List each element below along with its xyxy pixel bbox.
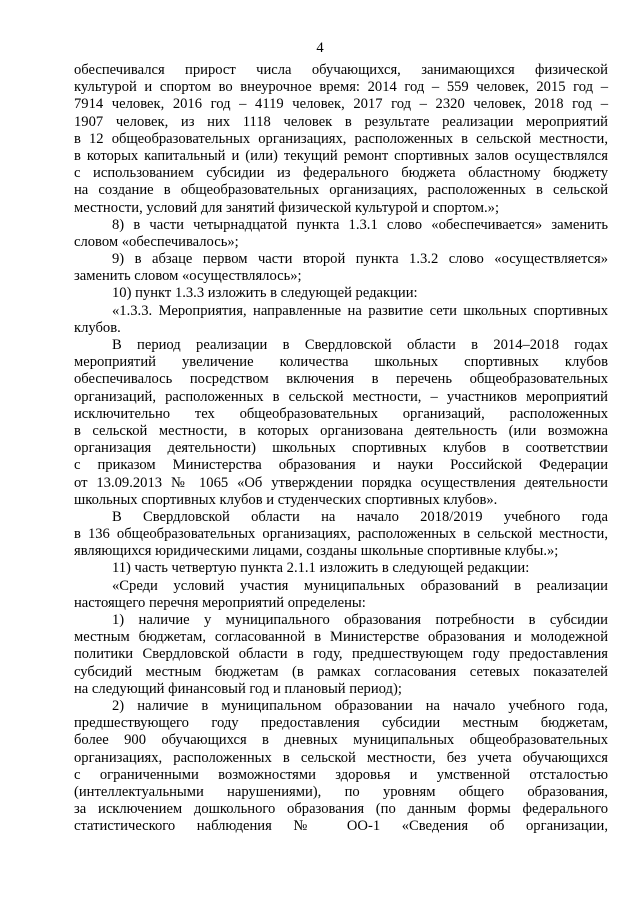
text-line: 8) в части четырнадцатой пункта 1.3.1 слово «обеспечивается» заменить xyxy=(112,216,608,233)
text-line: предшествующего году предоставления субсидии местным бюджетам, xyxy=(74,715,608,732)
text-line: обеспечивалось посредством включения в перечень общеобразовательных xyxy=(74,371,608,388)
page-number: 4 xyxy=(316,40,324,56)
text-line: в которых капитальный и (или) текущий ремонт спортивных залов осуществлялся xyxy=(74,147,608,164)
text-line: 1) наличие у муниципального образования потребности в субсидии xyxy=(112,612,608,628)
text-line: от 13.09.2013 № 1065 «Об утверждении порядка осуществления деятельности xyxy=(74,474,608,491)
document-body xyxy=(74,62,608,835)
text-line: организация деятельности) школьных спортивных клубов в соответствии xyxy=(74,440,608,457)
text-line: политики Свердловской области в году, предшествующем году предоставления xyxy=(74,646,608,663)
text-line: клубов. xyxy=(74,319,121,336)
text-line: 11) часть четвертую пункта 2.1.1 изложить в следующей редакции: xyxy=(112,560,530,577)
text-line: исключительно тех общеобразовательных организаций, расположенных xyxy=(74,405,608,422)
text-line: с использованием субсидии из федерального бюджета областному бюджету xyxy=(74,165,608,182)
text-line: местности, условий для занятий физической культурой и спортом.»; xyxy=(74,199,499,216)
text-line: организациях, расположенных в сельской местности, без учета обучающихся xyxy=(74,749,608,766)
text-line: в 136 общеобразовательных организациях, расположенных в сельской местности, xyxy=(74,526,608,543)
text-line: местным бюджетам, согласованной в Министерстве образования и молодежной xyxy=(74,629,608,646)
text-line: в 12 общеобразовательных организациях, расположенных в сельской местности, xyxy=(74,130,608,147)
text-line: 10) пункт 1.3.3 изложить в следующей редакции: xyxy=(112,285,418,302)
text-line: 7914 человек, 2016 год – 4119 человек, 2017 год – 2320 человек, 2018 год – xyxy=(74,96,608,113)
text-line: 9) в абзаце первом части второй пункта 1.3.2 слово «осуществляется» xyxy=(112,251,608,268)
text-line: «Среди условий участия муниципальных образований в реализации xyxy=(112,577,608,594)
text-line: школьных спортивных клубов и студенческих спортивных клубов». xyxy=(74,491,498,508)
text-line: настоящего перечня мероприятий определены: xyxy=(74,594,366,611)
text-line: на следующий финансовый год и плановый период); xyxy=(74,680,402,697)
text-line: заменить словом «осуществлялось»; xyxy=(74,268,302,285)
text-line: субсидий местным бюджетам (в рамках согласования сетевых показателей xyxy=(74,663,608,680)
text-line: организаций, расположенных в сельской местности, – участников мероприятий xyxy=(74,388,608,405)
text-line: словом «обеспечивалось»; xyxy=(74,233,239,250)
text-line: 1907 человек, из них 1118 человек в результате реализации мероприятий xyxy=(74,113,608,130)
text-line: мероприятий увеличение количества школьных спортивных клубов xyxy=(74,354,608,371)
text-line: статистического наблюдения № ОО-1 «Сведения об организации, xyxy=(74,818,608,835)
text-line: в сельской местности, в которых организована деятельность (или возможна xyxy=(74,422,608,439)
text-line: (интеллектуальными нарушениями), по уровням общего образования, xyxy=(74,783,608,800)
text-line: являющихся юридическими лицами, созданы школьные спортивные клубы.»; xyxy=(74,543,559,560)
text-line: культурой и спортом во внеурочное время: 2014 год – 559 человек, 2015 год – xyxy=(74,79,608,96)
text-line: более 900 обучающихся в дневных муниципальных общеобразовательных xyxy=(74,732,608,749)
text-line: В Свердловской области на начало 2018/2019 учебного года xyxy=(112,508,608,525)
text-line: «1.3.3. Мероприятия, направленные на развитие сети школьных спортивных xyxy=(112,302,608,319)
text-line: на создание в общеобразовательных организациях, расположенных в сельской xyxy=(74,182,608,199)
text-line: обеспечивался прирост числа обучающихся, занимающихся физической xyxy=(74,62,608,78)
text-line: за исключением дошкольного образования (по данным формы федерального xyxy=(74,801,608,818)
text-line: с приказом Министерства образования и науки Российской Федерации xyxy=(74,457,608,474)
text-line: 2) наличие в муниципальном образовании на начало учебного года, xyxy=(112,697,608,714)
text-line: с ограниченными возможностями здоровья и умственной отсталостью xyxy=(74,766,608,783)
text-line: В период реализации в Свердловской области в 2014–2018 годах xyxy=(112,337,608,353)
